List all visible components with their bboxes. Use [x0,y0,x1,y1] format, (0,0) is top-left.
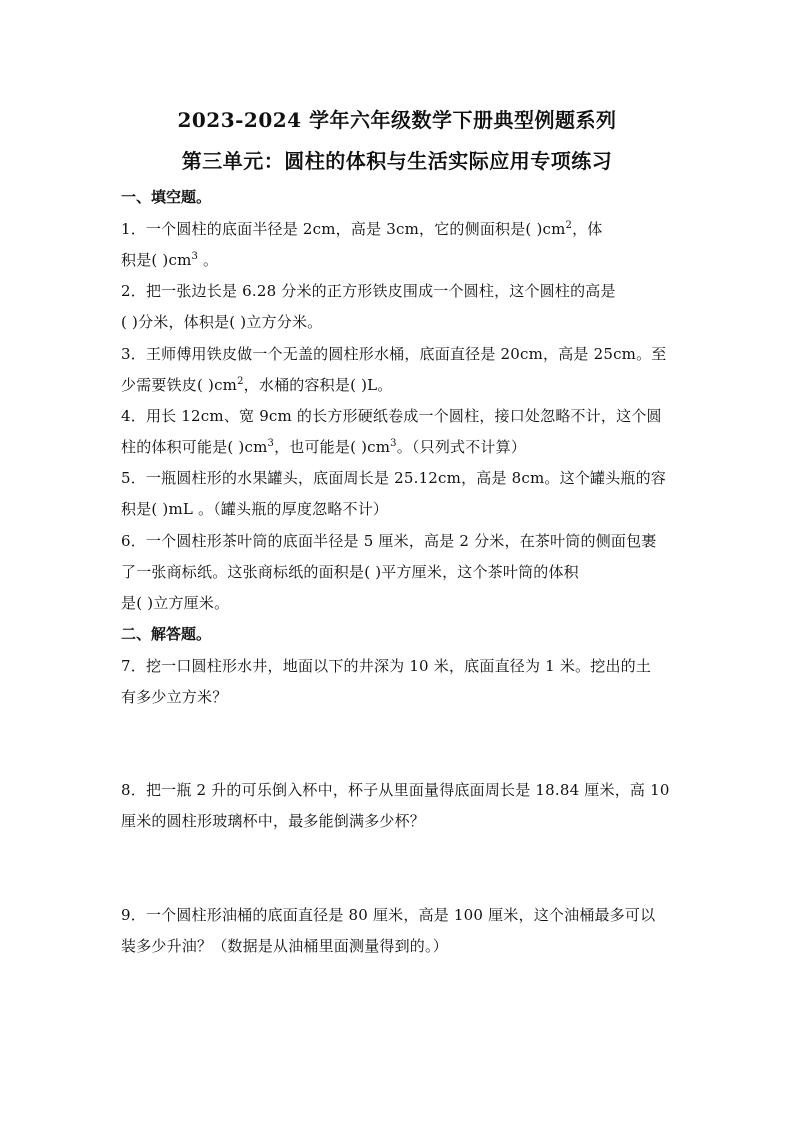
question-1-line-1 [121,218,602,239]
page-subtitle: 第三单元：圆柱的体积与生活实际应用专项练习 [181,149,613,173]
text: ，水桶的容积是( )L。 [243,376,393,394]
superscript: 2 [565,220,573,231]
question-5-line-2: 积是( )mL 。（罐头瓶的厚度忽略不计） [121,500,389,518]
question-2-line-1: 2．把一张边长是 6.28 分米的正方形铁皮围成一个圆柱，这个圆柱的高是 [121,282,616,300]
question-7-line-2: 有多少立方米？ [121,688,228,706]
section-heading-answer: 二、解答题。 [121,625,212,643]
superscript: 3 [390,438,397,449]
question-3-line-2 [121,374,393,395]
text: 积是( )cm [121,251,192,269]
superscript: 2 [237,376,244,387]
text: ，体 [572,220,603,238]
question-9-line-1: 9．一个圆柱形油桶的底面直径是 80 厘米，高是 100 厘米，这个油桶最多可以 [121,906,656,924]
section-heading-fill-blank: 一、填空题。 [121,188,212,206]
question-7-line-1: 7．挖一口圆柱形水井，地面以下的井深为 10 米，底面直径为 1 米。挖出的土 [121,657,652,675]
question-2-line-2: ( )分米，体积是( )立方分米。 [121,313,323,331]
text: 柱的体积可能是( )cm [121,438,268,456]
question-8-line-2: 厘米的圆柱形玻璃杯中，最多能倒满多少杯？ [121,812,426,830]
page-title: 2023-2024 学年六年级数学下册典型例题系列 [177,108,617,132]
question-4-line-2 [121,436,526,457]
question-6-line-1: 6．一个圆柱形茶叶筒的底面半径是 5 厘米，高是 2 分米，在茶叶筒的侧面包裹 [121,532,657,550]
superscript: 3 [191,251,199,262]
question-1-line-2 [121,249,218,270]
text: 1．一个圆柱的底面半径是 2cm，高是 3cm，它的侧面积是( )cm [121,220,566,238]
question-3-line-1: 3．王师傅用铁皮做一个无盖的圆柱形水桶，底面直径是 20cm，高是 25cm。至 [121,345,667,363]
text: 。 [198,251,219,269]
question-5-line-1: 5．一瓶圆柱形的水果罐头，底面周长是 25.12cm，高是 8cm。这个罐头瓶的容 [121,469,667,487]
question-6-line-2: 了一张商标纸。这张商标纸的面积是( )平方厘米，这个茶叶筒的体积 [121,563,579,581]
text: 少需要铁皮( )cm [121,376,238,394]
question-6-line-3: 是( )立方厘米。 [121,594,230,612]
question-8-line-1: 8．把一瓶 2 升的可乐倒入杯中，杯子从里面量得底面周长是 18.84 厘米，高 10 [121,781,670,799]
text: 。（只列式不计算） [396,438,527,456]
question-4-line-1: 4．用长 12cm、宽 9cm 的长方形硬纸卷成一个圆柱，接口处忽略不计，这个圆 [121,407,662,425]
text: ，也可能是( )cm [274,438,391,456]
question-9-line-2: 装多少升油？（数据是从油桶里面测量得到的。） [121,937,448,955]
superscript: 3 [267,438,275,449]
